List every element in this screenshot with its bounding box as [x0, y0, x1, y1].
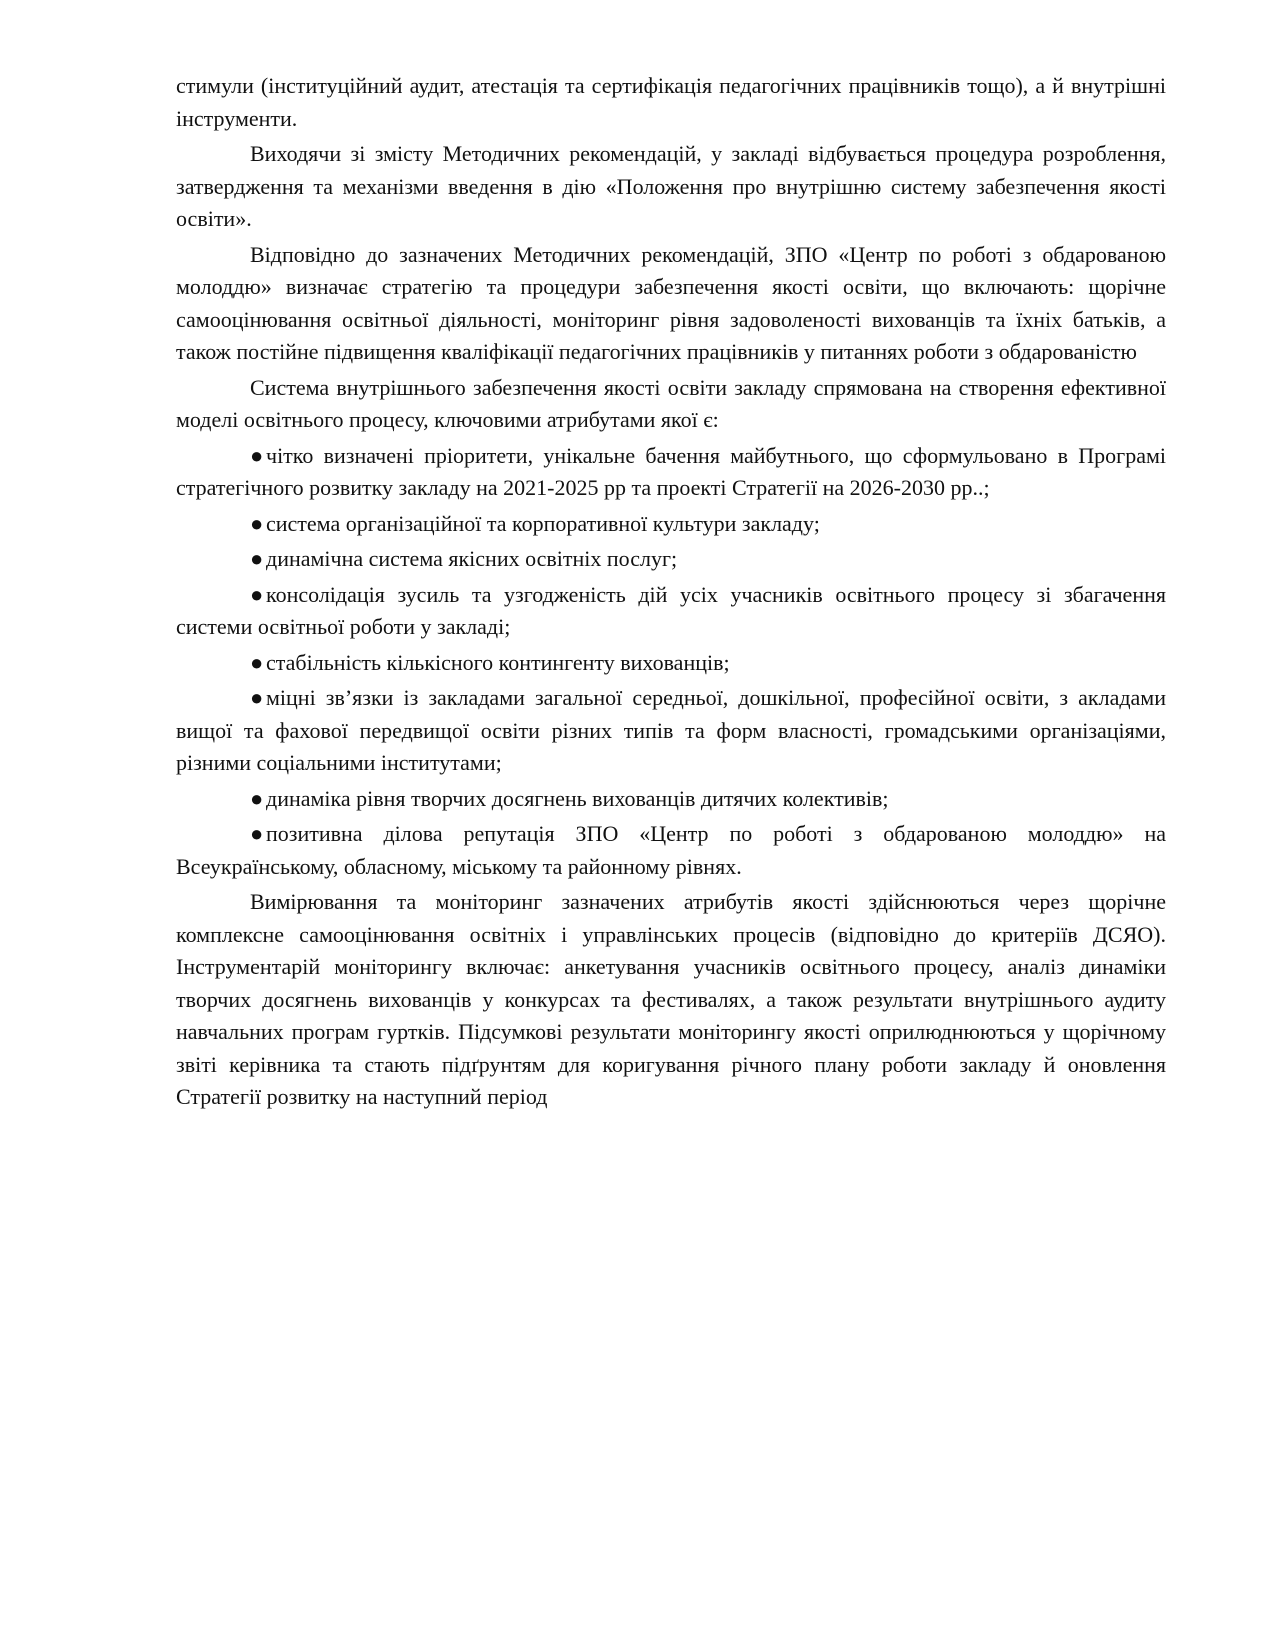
bullet-item-6-text: міцні зв’язки із закладами загальної середньої, дошкільної, професійної освіти, з акладами вищої та фахової передвищої освіти різних типів та форм власності, громадськими організаціями, різними соціальними інститутами; — [176, 685, 1166, 775]
bullet-icon: ● — [250, 442, 264, 468]
paragraph-4-text: Система внутрішнього забезпечення якості освіти закладу спрямована на створення ефективної моделі освітнього процесу, ключовими атрибутами якої є: — [176, 374, 1166, 432]
bullet-item-6 — [176, 682, 1166, 780]
document-body — [176, 70, 1166, 1114]
paragraph-4 — [176, 372, 1166, 437]
bullet-item-7 — [176, 783, 1166, 816]
paragraph-final — [176, 886, 1166, 1114]
bullet-item-1 — [176, 440, 1166, 505]
bullet-icon: ● — [250, 581, 264, 607]
bullet-item-4 — [176, 579, 1166, 644]
paragraph-3 — [176, 239, 1166, 369]
paragraph-1-text: стимули (інституційний аудит, атестація та сертифікація педагогічних працівників тощо), а й внутрішні інструменти. — [176, 73, 1166, 131]
bullet-item-5-text: стабільність кількісного контингенту вихованців; — [266, 649, 730, 675]
paragraph-1 — [176, 70, 1166, 135]
paragraph-2 — [176, 138, 1166, 236]
bullet-icon: ● — [250, 821, 264, 846]
bullet-item-7-text: динаміка рівня творчих досягнень вихованців дитячих колективів; — [266, 785, 889, 811]
paragraph-3-text: Відповідно до зазначених Методичних рекомендацій, ЗПО «Центр по роботі з обдарованою молоддю» визначає стратегію та процедури забезпечення якості освіти, що включають: щорічне самооцінювання освітньої діяльності, моніторинг рівня задоволеності вихованців та їхніх батьків, а також постійне підвищення кваліфікації педагогічних працівників у питаннях роботи з обдарованістю — [176, 241, 1166, 364]
bullet-item-3-text: динамічна система якісних освітніх послуг; — [266, 546, 678, 571]
paragraph-2-text: Виходячи зі змісту Методичних рекомендацій, у закладі відбувається процедура розроблення, затвердження та механізми введення в дію «Положення про внутрішню систему забезпечення якості освіти». — [176, 141, 1166, 231]
paragraph-final-text: Вимірювання та моніторинг зазначених атрибутів якості здійснюються через щорічне комплексне самооцінювання освітніх і управлінських процесів (відповідно до критеріїв ДСЯО). Інструментарій моніторингу включає: анкетування учасників освітнього процесу, аналіз динаміки творчих досягнень вихованців у конкурсах та фестивалях, а також результати внутрішнього аудиту навчальних програм гуртків. Підсумкові результати моніторингу якості оприлюднюються у щорічному звіті керівника та стають підґрунтям для коригування річного плану роботи закладу й оновлення Стратегії розвитку на наступний період — [176, 889, 1166, 1109]
bullet-item-2-text: система організаційної та корпоративної культури закладу; — [266, 510, 820, 536]
bullet-icon: ● — [250, 649, 264, 675]
bullet-item-2 — [176, 508, 1166, 541]
bullet-item-8-text: позитивна ділова репутація ЗПО «Центр по роботі з обдарованою молоддю» на Всеукраїнському, обласному, міському та районному рівнях. — [176, 821, 1166, 879]
bullet-icon: ● — [250, 685, 264, 710]
bullet-icon: ● — [250, 510, 264, 536]
bullet-item-3 — [176, 543, 1166, 576]
bullet-icon: ● — [250, 785, 264, 811]
bullet-item-5 — [176, 647, 1166, 680]
bullet-item-4-text: консолідація зусиль та узгодженість дій усіх учасників освітнього процесу зі збагачення системи освітньої роботи у закладі; — [176, 581, 1166, 639]
bullet-item-8 — [176, 818, 1166, 883]
bullet-icon: ● — [250, 546, 264, 571]
bullet-item-1-text: чітко визначені пріоритети, унікальне бачення майбутнього, що сформульовано в Програмі стратегічного розвитку закладу на 2021-2025 рр та проекті Стратегії на 2026-2030 рр..; — [176, 442, 1166, 500]
